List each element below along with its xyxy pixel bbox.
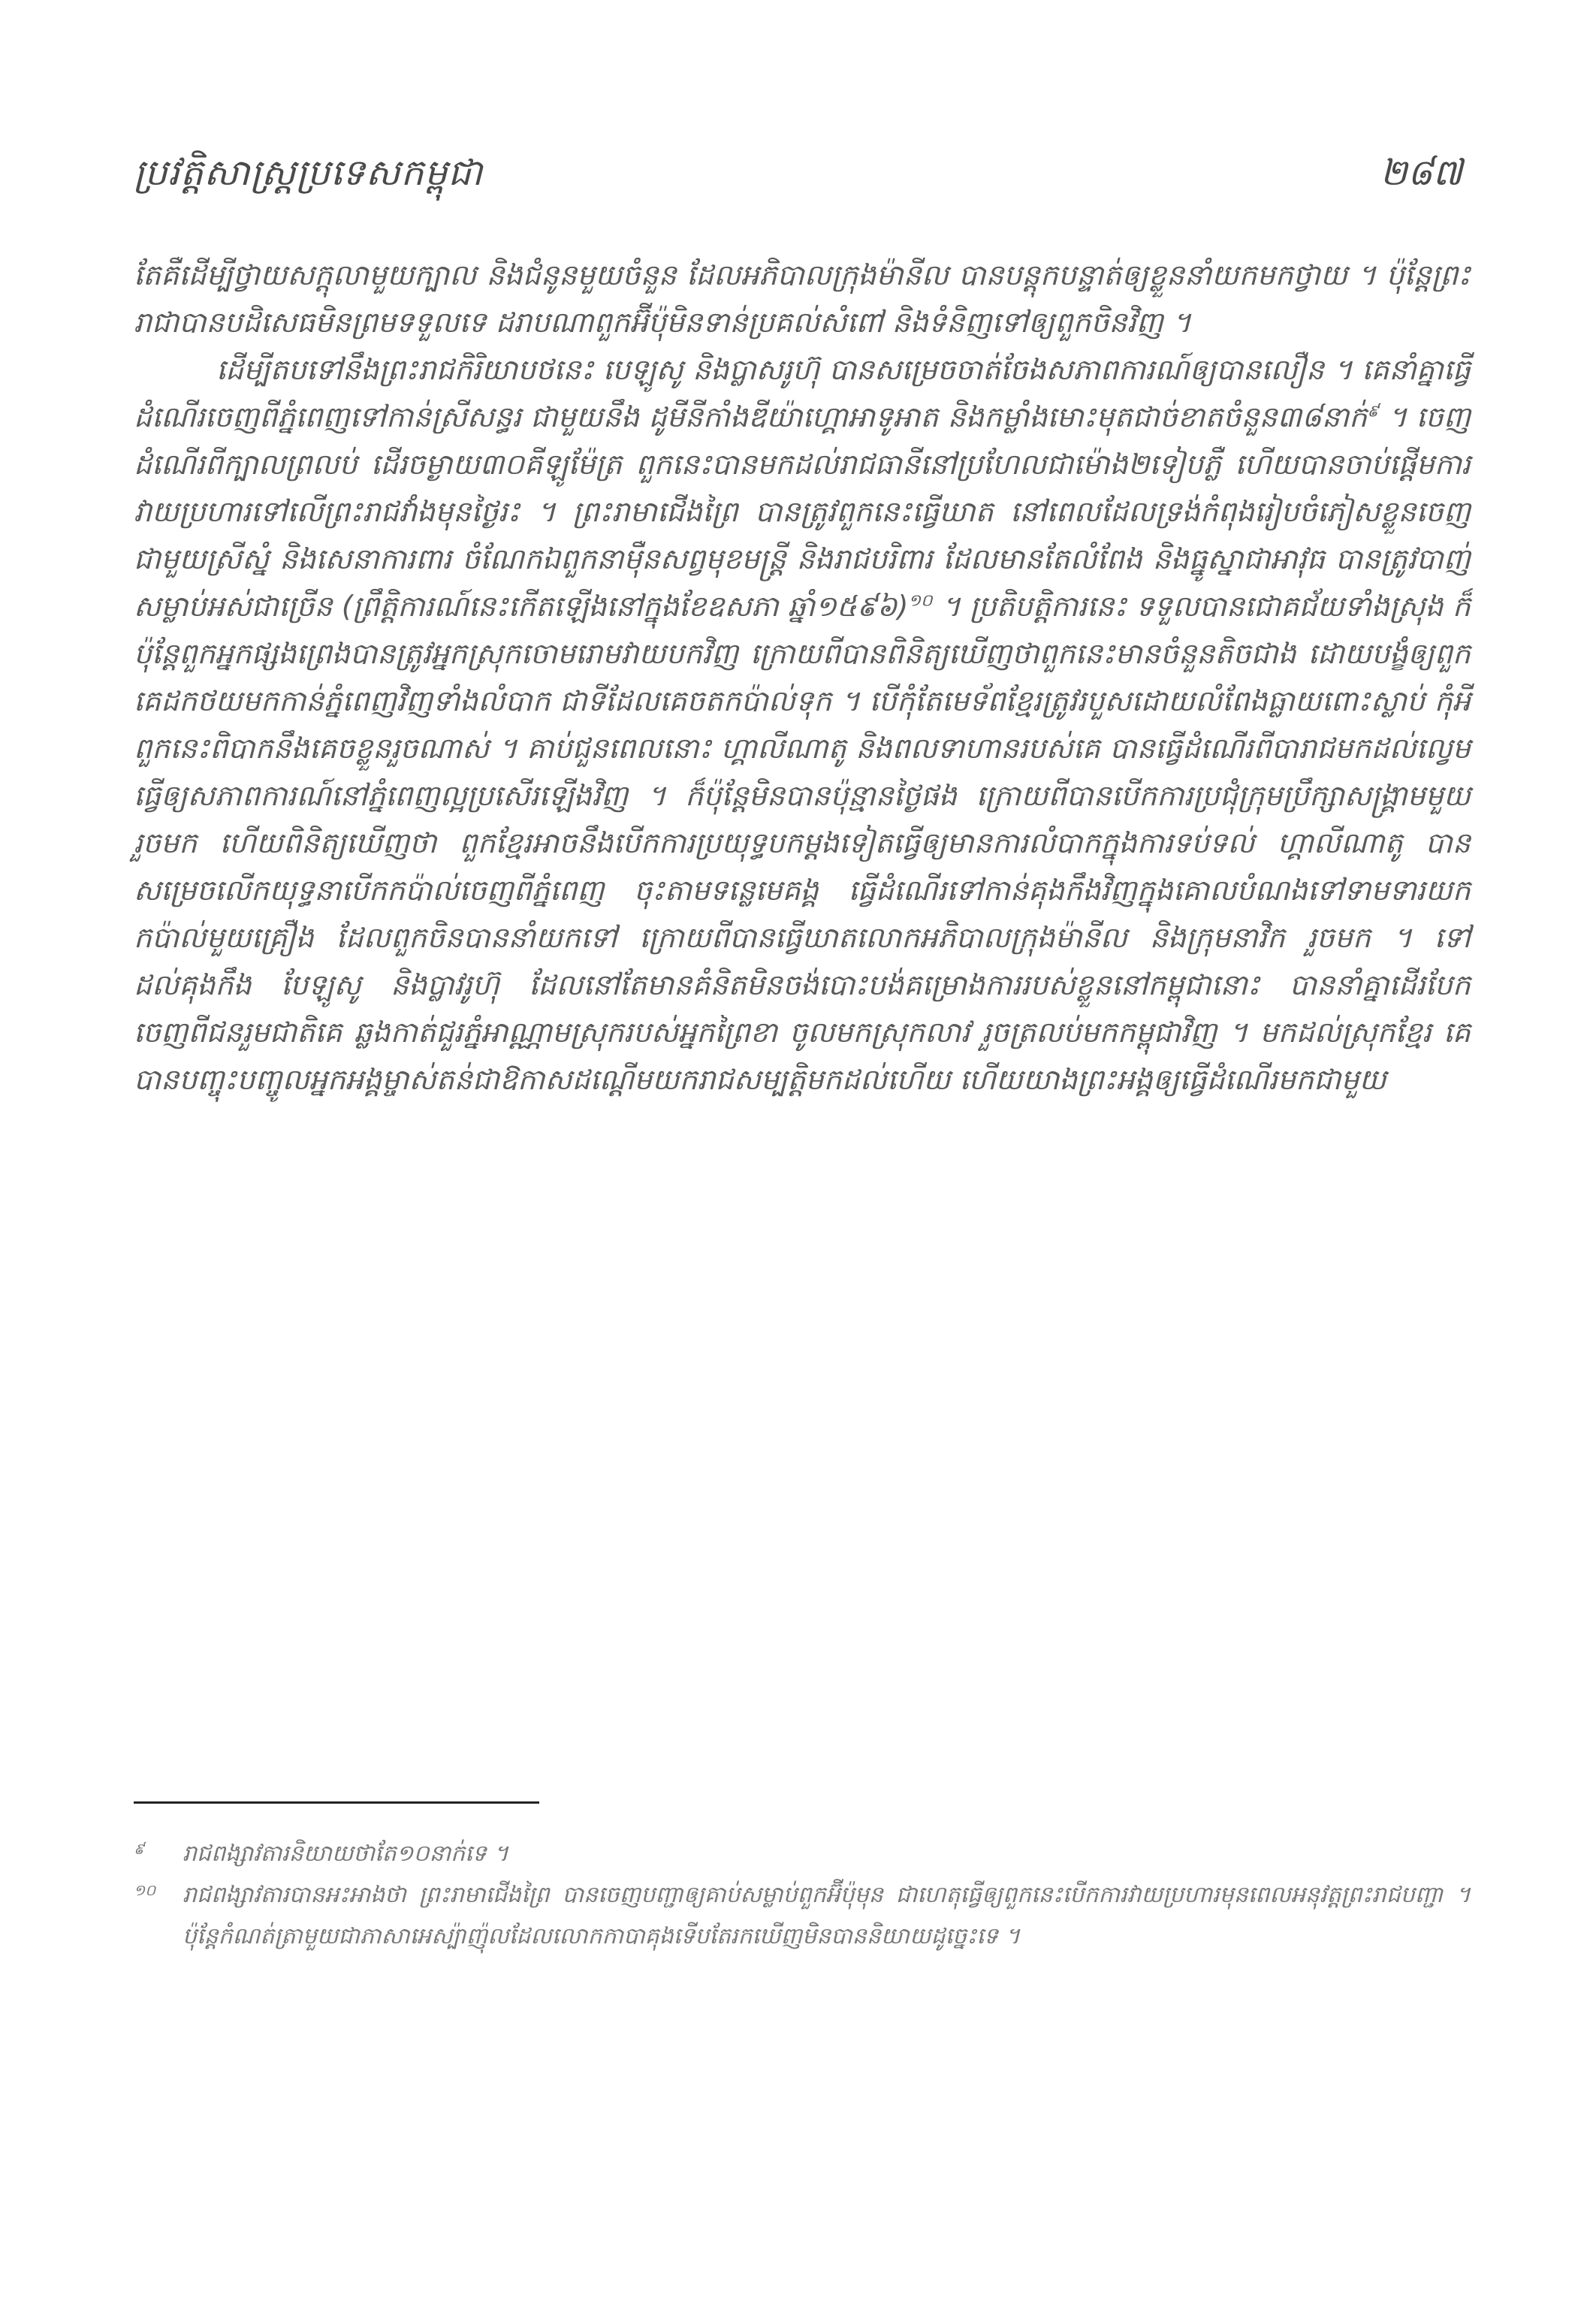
footnote-separator [134,1801,539,1804]
body-text [134,252,1471,1104]
footnote-10 [134,1874,1471,1957]
paragraph-text: តែគឺដើម្បីថ្វាយសក្តុលាមួយក្បាល និងជំនូនមួយចំនួន ដែលអភិបាលក្រុងម៉ានីល បានបន្តុកបន្ទាត់ឲ្យខ្លួននាំយកមកថ្វាយ ។ ប៉ុន្តែព្រះរាជាបានបដិសេធមិនព្រមទទួលទេ ដរាបណាពួកអ៊ីប៉ុមិនទាន់ប្រគល់សំពៅ និងទំនិញទៅឲ្យពួកចិនវិញ ។ [134,258,1471,339]
page-number: ២៨៧ [1380,152,1462,194]
footnote-mark: ៩ [134,1840,145,1858]
running-title: ប្រវត្តិសាស្ត្រប្រទេសកម្ពុជា [134,152,484,194]
paragraph [134,346,1471,1104]
paragraph-text: ។ ចេញដំណើរពីក្បាលព្រលប់ ដើរចម្ងាយ៣០គីឡូម៉ែត្រ ពួកនេះបានមកដល់រាជធានីនៅប្រហែលជាម៉ោង២ទៀបភ្លឺ ហើយបានចាប់ផ្តើមការវាយប្រហារទៅលើព្រះរាជវាំងមុនថ្ងៃរះ ។ ព្រះរាមាជើងព្រៃ បានត្រូវពួកនេះធ្វើឃាត នៅពេលដែលទ្រង់កំពុងរៀបចំភៀសខ្លួនចេញជាមួយស្រីស្នំ និងសេនាការពារ ចំណែកឯពួកនាម៉ឺនសព្វមុខមន្ត្រី និងរាជបរិពារ ដែលមានតែលំពែង និងធ្នូស្នាជាអាវុធ បានត្រូវបាញ់សម្លាប់អស់ជាច្រើន (ព្រឹត្តិការណ៍នេះកើតឡើងនៅក្នុងខែឧសភា ឆ្នាំ១៥៩៦) [134,400,1471,623]
footnote-mark: ១០ [134,1881,156,1899]
running-header [134,150,1462,210]
paragraph [134,252,1471,346]
footnote-reference-10[interactable]: ១០ [908,591,933,611]
footnotes [134,1833,1471,1957]
footnote-text: រាជពង្សាវតារបានអះអាងថា ព្រះរាមាជើងព្រៃ បានចេញបញ្ជាឲ្យគាប់សម្លាប់ពួកអ៊ីប៉ុមុន ជាហេតុធ្វើឲ្យពួកនេះបើកការវាយប្រហារមុនពេលអនុវត្តព្រះរាជបញ្ជា ។ ប៉ុន្តែកំណត់ត្រាមួយជាភាសាអេស្ប៉ាញ៉ុលដែលលោកកាបាគុងទើបតែរកឃើញមិនបាននិយាយដូច្នេះទេ ។ [183,1882,1471,1949]
footnote-9 [134,1833,1471,1874]
paragraph-text: ដើម្បីតបទៅនឹងព្រះរាជកិរិយាបថនេះ បេឡូសូ និងប្លាសរូហ៊ុ បានសម្រេចចាត់ចែងសភាពការណ៍ឲ្យបានលឿន ។ គេនាំគ្នាធ្វើដំណើរចេញពីភ្នំពេញទៅកាន់ស្រីសន្ធរ ជាមួយនឹង ដូមីនីកាំងឌីយ៉ាហ្គោអាទូអាត និងកម្លាំងមោះមុតជាច់ខាតចំនួន៣៨នាក់ [134,353,1471,433]
footnote-text: រាជពង្សាវតារនិយាយថាតែ១០នាក់ទេ ។ [183,1840,509,1867]
footnote-reference-9[interactable]: ៩ [1367,402,1379,421]
paragraph-text: ។ ប្រតិបត្តិការនេះ ទទួលបានជោគជ័យទាំងស្រុង ក៏ប៉ុន្តែពួកអ្នកផ្សងព្រេងបានត្រូវអ្នកស្រុកចោមរោមវាយបកវិញ ក្រោយពីបានពិនិត្យឃើញថាពួកនេះមានចំនួនតិចជាង ដោយបង្ខំឲ្យពួកគេដកថយមកកាន់ភ្នំពេញវិញទាំងលំបាក ជាទីដែលគេចតកប៉ាល់ទុក ។ បើកុំតែមេទ័ពខ្មែរត្រូវរបួសដោយលំពែងធ្លាយពោះស្លាប់ កុំអីពួកនេះពិបាកនឹងគេចខ្លួនរួចណាស់ ។ គាប់ជួនពេលនោះ ហ្គាលីណាតូ និងពលទាហានរបស់គេ បានធ្វើដំណើរពីបារាជមកដល់ល្វេម ធ្វើឲ្យសភាពការណ៍នៅភ្នំពេញល្អប្រសើរឡើងវិញ ។ ក៏ប៉ុន្តែមិនបានប៉ុន្មានថ្ងៃផង ក្រោយពីបានបើកការប្រជុំក្រុមប្រឹក្សាសង្គ្រាមមួយរួចមក ហើយពិនិត្យឃើញថា ពួកខ្មែរអាចនឹងបើកការប្រយុទ្ធបកម្តងទៀតធ្វើឲ្យមានការលំបាកក្នុងការទប់ទល់ ហ្គាលីណាតូ បានសម្រេចលើកយុទ្ធនាបើកកប៉ាល់ចេញពីភ្នំពេញ ចុះតាមទន្លេមេគង្គ ធ្វើដំណើរទៅកាន់គុងកឹងវិញក្នុងគោលបំណងទៅទាមទារយកកប៉ាល់មួយគ្រឿង ដែលពួកចិនបាននាំយកទៅ ក្រោយពីបានធ្វើឃាតលោកអភិបាលក្រុងម៉ានីល និងក្រុមនាវិក រួចមក ។ ទៅដល់គុងកឹង បែឡូសូ និងប្លាវរូហ៊ុ ដែលនៅតែមានគំនិតមិនចង់បោះបង់គម្រោងការរបស់ខ្លួននៅកម្ពុជានោះ បាននាំគ្នាដើរបែកចេញពីជនរួមជាតិគេ ឆ្លងកាត់ជួរភ្នំអាណ្ណាមស្រុករបស់អ្នកព្រៃខា ចូលមកស្រុកលាវ រួចត្រលប់មកកម្ពុជាវិញ ។ មកដល់ស្រុកខ្មែរ គេបានបញ្ចុះបញ្ចូលអ្នកអង្គម្ចាស់តន់ជាឱកាសដណ្តើមយករាជសម្បត្តិមកដល់ហើយ ហើយយាងព្រះអង្គឲ្យធ្វើដំណើរមកជាមួយ [134,590,1471,1096]
